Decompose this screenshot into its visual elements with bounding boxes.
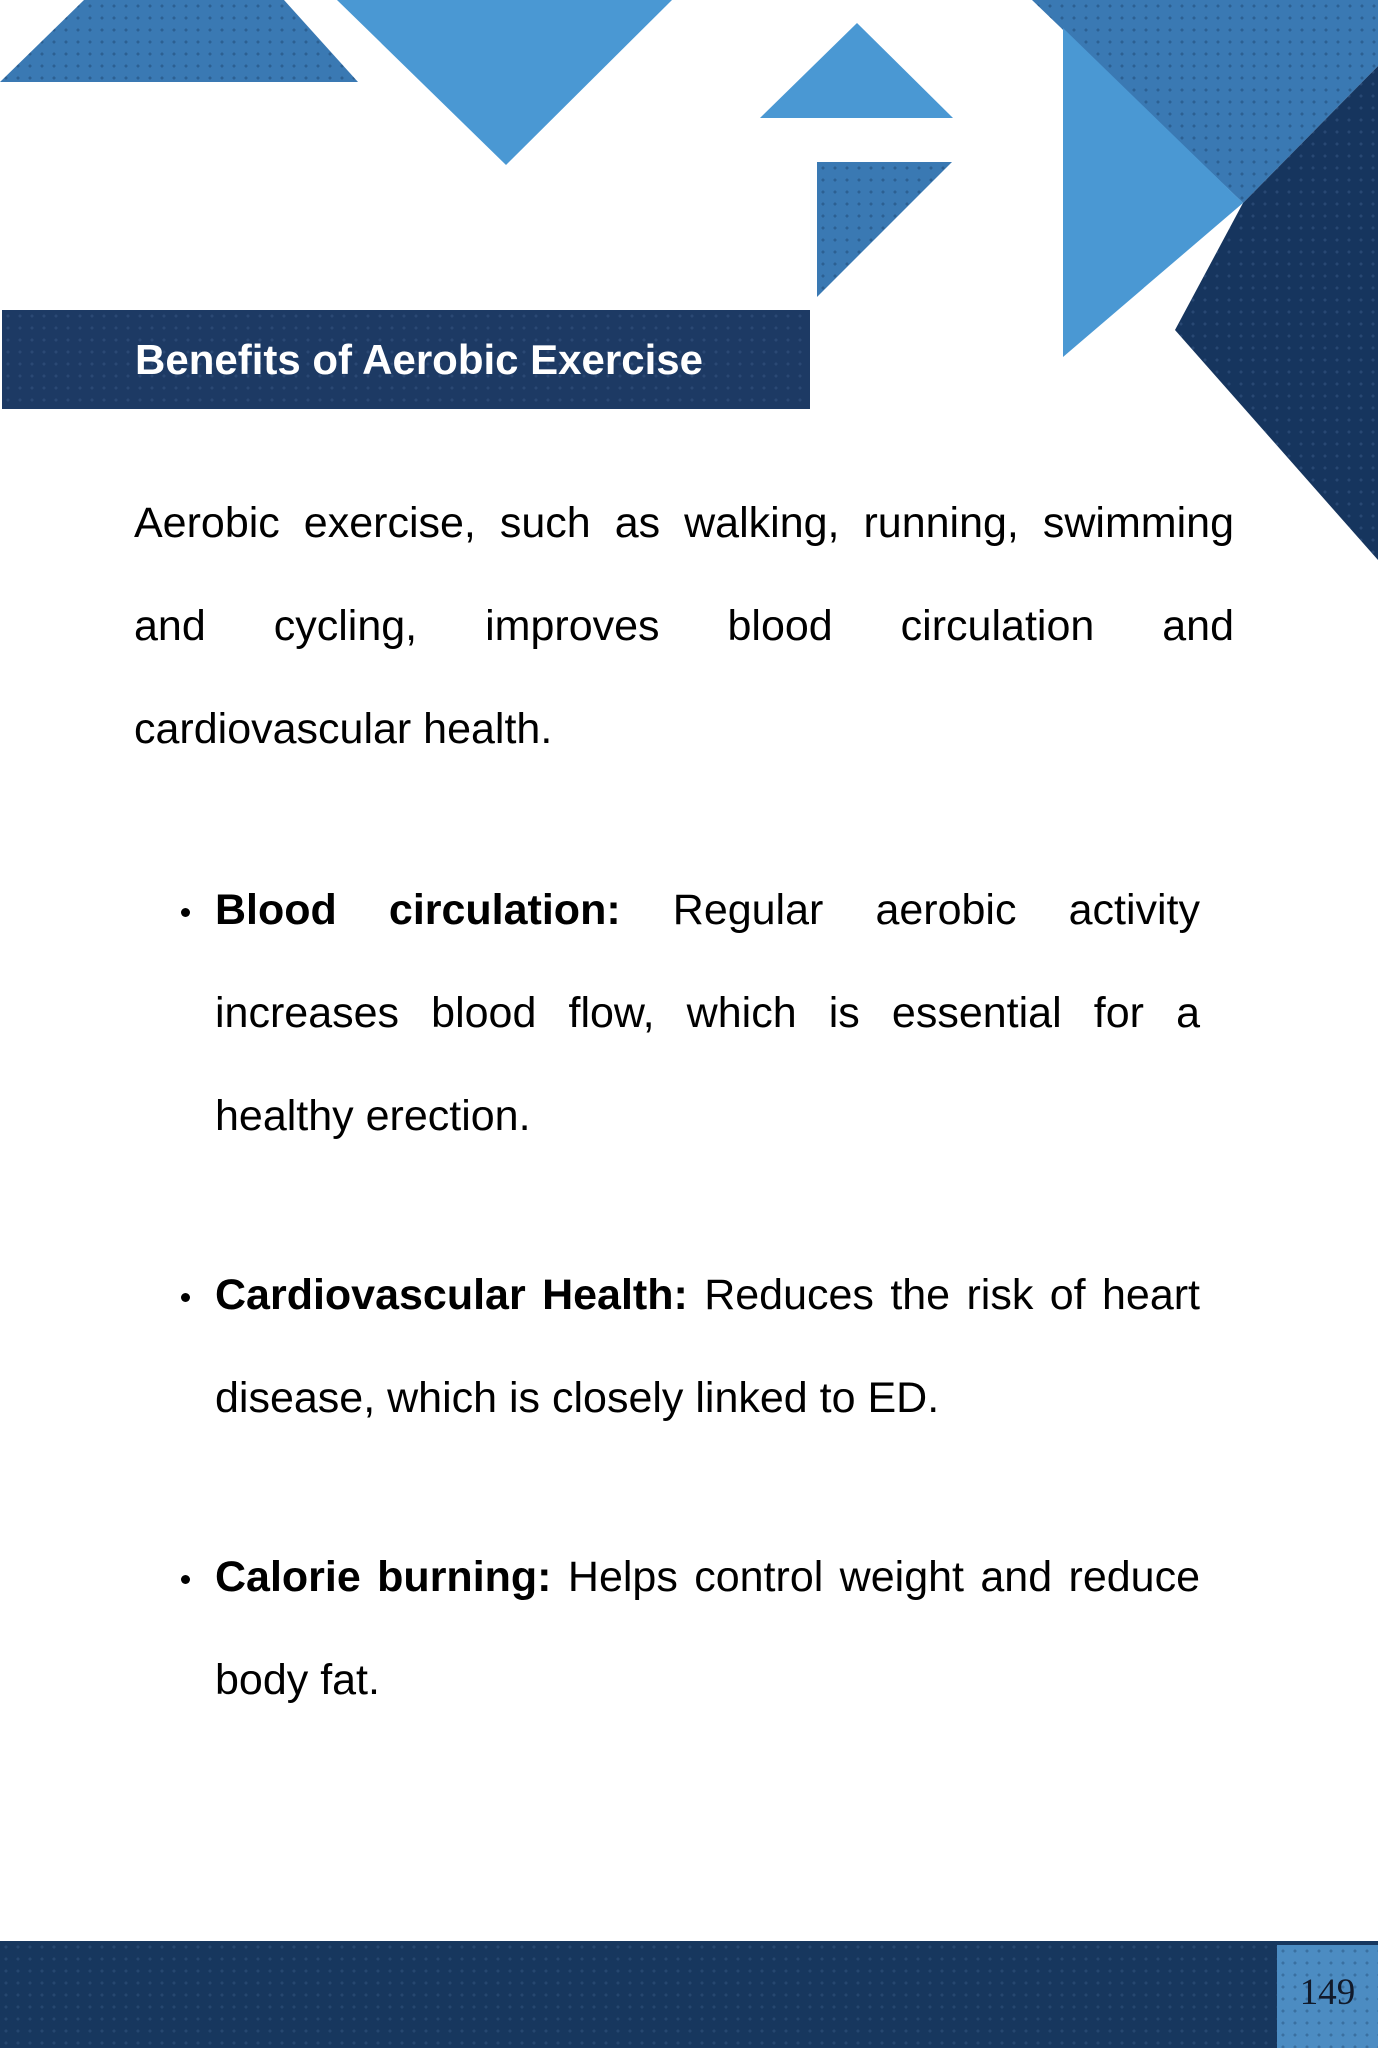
bullet-icon: [181, 1575, 190, 1584]
bullet-text: Regular aerobic activity increases blood flow, which is essential for a healthy erection.: [215, 886, 1200, 1140]
list-item: [215, 859, 1200, 1168]
deco-triangle-right-small: [817, 162, 952, 297]
page-number-box: [1277, 1945, 1378, 2048]
list-item: [215, 1526, 1200, 1732]
page-title: Benefits of Aerobic Exercise: [135, 336, 703, 383]
bullet-label: Calorie burning:: [215, 1553, 552, 1601]
intro-paragraph: Aerobic exercise, such as walking, running, swimming and cycling, improves blood circulation and cardiovascular health.: [134, 499, 1234, 753]
section-title-banner: [2, 310, 810, 409]
benefits-list: [215, 859, 1200, 1732]
bullet-icon: [181, 1293, 190, 1302]
bullet-icon: [181, 908, 190, 917]
bullet-label: Blood circulation:: [215, 886, 621, 934]
bullet-text: Helps control weight and reduce body fat.: [215, 1553, 1200, 1704]
list-item: [215, 1244, 1200, 1450]
bullet-label: Cardiovascular Health:: [215, 1271, 688, 1319]
deco-trapezoid-topleft: [0, 0, 358, 82]
deco-triangle-down-large: [337, 0, 672, 165]
deco-triangle-up-small: [760, 23, 953, 118]
page-number: 149: [1299, 1972, 1356, 2013]
bullet-text: Reduces the risk of heart disease, which is closely linked to ED.: [215, 1271, 1200, 1422]
footer-bar: [0, 1941, 1378, 2048]
